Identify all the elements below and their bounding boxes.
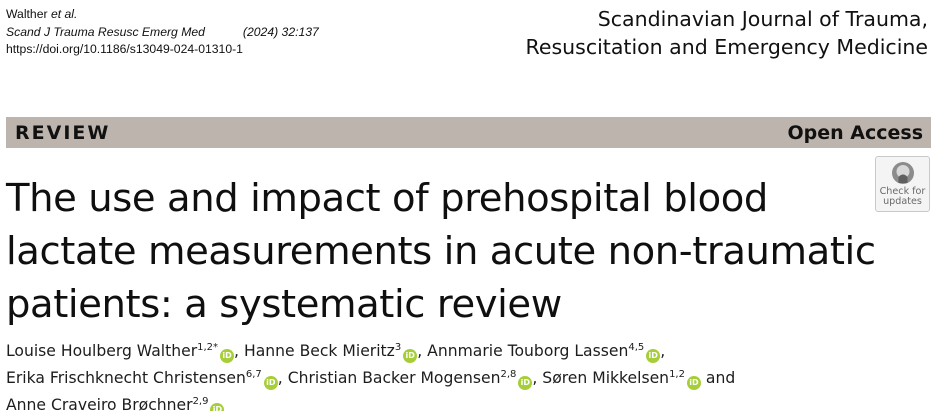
author-entry bbox=[6, 369, 283, 387]
running-author-name: Walther bbox=[6, 7, 48, 21]
author-affiliation: 6,7 bbox=[245, 369, 262, 380]
check-for-updates-line-2: updates bbox=[883, 196, 922, 207]
article-title-line-3: patients: a systematic review bbox=[6, 282, 562, 327]
running-author bbox=[6, 6, 319, 24]
orcid-icon[interactable]: iD bbox=[210, 403, 224, 411]
author-list bbox=[6, 338, 926, 411]
author-name[interactable]: Erika Frischknecht Christensen bbox=[6, 369, 246, 387]
article-type-banner bbox=[6, 117, 931, 148]
author-entry bbox=[6, 396, 224, 411]
author-affiliation: 3 bbox=[394, 342, 402, 353]
author-separator: , bbox=[417, 342, 423, 360]
doi-link[interactable]: https://doi.org/10.1186/s13049-024-01310-1 bbox=[6, 42, 243, 56]
author-name[interactable]: Louise Houlberg Walther bbox=[6, 342, 198, 360]
author-entry bbox=[6, 342, 239, 360]
author-name[interactable]: Anne Craveiro Brøchner bbox=[6, 396, 193, 411]
author-name[interactable]: Christian Backer Mogensen bbox=[287, 369, 501, 387]
author-separator: , bbox=[660, 342, 666, 360]
orcid-icon[interactable]: iD bbox=[264, 376, 278, 390]
open-access-label: Open Access bbox=[787, 121, 923, 144]
orcid-icon[interactable]: iD bbox=[687, 376, 701, 390]
author-separator: , bbox=[277, 369, 283, 387]
article-title-line-2: lactate measurements in acute non-traumatic bbox=[6, 229, 876, 274]
author-affiliation: 2,9 bbox=[192, 396, 209, 407]
author-entry bbox=[427, 342, 665, 360]
citation-header bbox=[6, 6, 319, 59]
author-name[interactable]: Hanne Beck Mieritz bbox=[243, 342, 395, 360]
orcid-icon[interactable]: iD bbox=[403, 349, 417, 363]
orcid-icon[interactable]: iD bbox=[646, 349, 660, 363]
journal-abbrev: Scand J Trauma Resusc Emerg Med bbox=[6, 24, 205, 39]
article-title-line-1: The use and impact of prehospital blood bbox=[6, 176, 768, 221]
author-name[interactable]: Søren Mikkelsen bbox=[542, 369, 670, 387]
orcid-icon[interactable]: iD bbox=[220, 349, 234, 363]
author-affiliation: 1,2 bbox=[669, 369, 685, 380]
year-volume: (2024) 32:137 bbox=[242, 24, 319, 39]
orcid-icon[interactable]: iD bbox=[518, 376, 532, 390]
author-affiliation: 2,8 bbox=[500, 369, 517, 380]
author-separator: , bbox=[234, 342, 239, 360]
journal-name bbox=[526, 6, 928, 61]
article-title bbox=[6, 172, 906, 331]
author-separator: and bbox=[700, 369, 736, 387]
author-name[interactable]: Annmarie Touborg Lassen bbox=[427, 342, 629, 360]
author-separator: , bbox=[532, 369, 538, 387]
journal-name-line-2: Resuscitation and Emergency Medicine bbox=[525, 34, 928, 59]
check-for-updates-line-1: Check for bbox=[879, 186, 926, 197]
author-entry bbox=[244, 342, 422, 360]
author-entry bbox=[542, 369, 735, 387]
author-entry bbox=[288, 369, 538, 387]
running-author-etal: et al. bbox=[50, 7, 78, 21]
author-affiliation: 4,5 bbox=[628, 342, 645, 353]
author-affiliation: 1,2* bbox=[197, 342, 219, 353]
journal-citation bbox=[6, 24, 319, 42]
article-type-label: REVIEW bbox=[15, 121, 111, 144]
journal-name-line-1: Scandinavian Journal of Trauma, bbox=[597, 7, 928, 31]
